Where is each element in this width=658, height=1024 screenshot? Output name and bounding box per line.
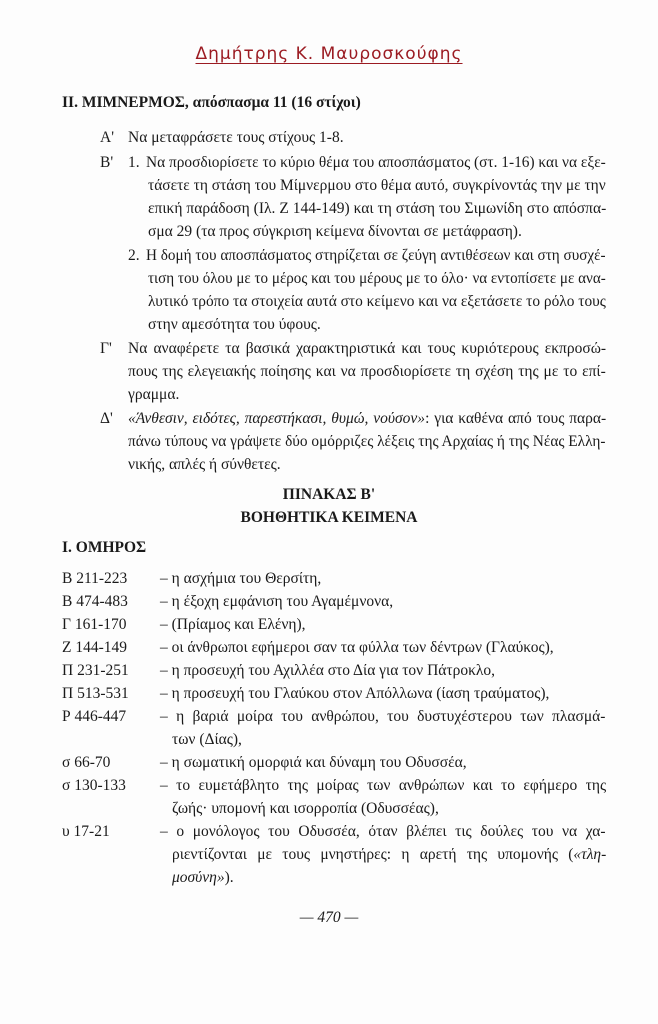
question-label: Α'	[100, 129, 114, 146]
question-b2-line: τιση του όλου με το μέρος και του μέρους με το όλο· να εντοπίσετε με ανα-	[148, 270, 606, 287]
question-label: Β'	[100, 154, 114, 171]
reference-cell: σ 130-133	[62, 777, 126, 794]
subquestion-number: 1.	[128, 154, 140, 171]
description-line: – ο μονόλογος του Οδυσσέα, όταν βλέπει τις δούλες του να χα-	[160, 823, 606, 840]
reference-cell: Π 231-251	[62, 662, 129, 679]
author-name: Δημήτρης Κ. Μαυροσκούφης	[195, 44, 463, 64]
reference-cell: Ζ 144-149	[62, 639, 128, 656]
question-d-text: : για καθένα από τους παρα-	[425, 410, 607, 427]
question-d-line: πάνω τύπους να γράψετε δύο ομόρριζες λέξεις της Αρχαίας ή της Νέας Ελλη-	[128, 433, 606, 450]
question-d-line	[128, 409, 606, 429]
description-line: – η προσευχή του Γλαύκου στον Απόλλωνα (ίαση τραύματος),	[160, 685, 550, 702]
question-b2-line: στην αμεσότητα του ύφους.	[148, 316, 321, 333]
question-b1-line: επική παράδοση (Ιλ. Ζ 144-149) και τη στάση του Σιμωνίδη στο απόσπα-	[148, 200, 607, 217]
question-b2-line: Η δομή του αποσπάσματος στηρίζεται σε ζεύγη αντιθέσεων και στη συσχέ-	[146, 247, 606, 264]
page-number: — 470 —	[299, 909, 359, 926]
question-b2-line: λυτικό τρόπο τα στοιχεία αυτά στο κείμενο και να εξετάσετε το ρόλο τους	[148, 293, 606, 310]
reference-cell: υ 17-21	[62, 823, 110, 840]
subsection-title: Ι. ΟΜΗΡΟΣ	[62, 539, 147, 556]
description-line: – η προσευχή του Αχιλλέα στο Δία για τον Πάτροκλο,	[160, 662, 496, 679]
reference-cell: Β 474-483	[62, 593, 128, 610]
question-c-line: πους της ελεγειακής ποίησης και να προσδιορίσετε τη σχέση της με το επί-	[128, 363, 606, 380]
description-line: – η βαριά μοίρα του ανθρώπου, του δυστυχέστερου των πλασμά-	[160, 708, 606, 725]
description-text-italic: μοσύνη»	[172, 869, 225, 886]
description-text: ριεντίζονται με τους μνηστήρες: η αρετή της υπομονής (	[172, 846, 574, 863]
reference-cell: Ρ 446-447	[62, 708, 127, 725]
subquestion-number: 2.	[128, 247, 140, 264]
description-line: των (Δίας),	[172, 731, 242, 748]
description-text: ).	[224, 869, 234, 886]
description-line: – η σωματική ομορφιά και δύναμη του Οδυσσέα,	[160, 754, 467, 771]
table-title: ΠΙΝΑΚΑΣ Β'	[282, 486, 376, 503]
question-a-line: Να μεταφράσετε τους στίχους 1-8.	[128, 129, 344, 146]
question-c-line: Να αναφέρετε τα βασικά χαρακτηριστικά και τους κυριότερους εκπροσώ-	[128, 340, 607, 357]
question-label: Δ'	[100, 410, 113, 427]
reference-cell: Π 513-531	[62, 685, 129, 702]
description-line: – το ευμετάβλητο της μοίρας των ανθρώπων και το εφήμερο της	[160, 777, 607, 794]
section-title: II. ΜΙΜΝΕΡΜΟΣ, απόσπασμα 11 (16 στίχοι)	[62, 94, 361, 111]
italic-word-list: «Άνθεσιν, ειδότες, παρεστήκασι, θυμώ, νούσον»	[128, 410, 426, 427]
question-b1-line: τάσετε τη στάση του Μίμνερμου στο θέμα αυτό, συγκρίνοντάς την με την	[148, 177, 606, 194]
description-line: – (Πρίαμος και Ελένη),	[160, 616, 306, 633]
description-line	[172, 845, 606, 865]
description-line: ζωής· υπομονή και ισορροπία (Οδυσσέας),	[172, 800, 439, 817]
description-line: – οι άνθρωποι εφήμεροι σαν τα φύλλα των δέντρων (Γλαύκος),	[160, 639, 554, 656]
question-d-line: νικής, απλές ή σύνθετες.	[128, 456, 281, 473]
table-subtitle: ΒΟΗΘΗΤΙΚΑ ΚΕΙΜΕΝΑ	[240, 509, 418, 526]
question-b1-line: σμα 29 (τα προς σύγκριση κείμενα δίνονται σε μετάφραση).	[148, 223, 522, 240]
reference-cell: Β 211-223	[62, 570, 128, 587]
description-line: – η ασχήμια του Θερσίτη,	[160, 570, 322, 587]
description-line	[172, 868, 234, 888]
question-c-line: γραμμα.	[128, 386, 180, 403]
description-line: – η έξοχη εμφάνιση του Αγαμέμνονα,	[160, 593, 394, 610]
description-text-italic: «τλη-	[573, 846, 607, 863]
reference-cell: σ 66-70	[62, 754, 111, 771]
reference-cell: Γ 161-170	[62, 616, 127, 633]
question-b1-line: Να προσδιορίσετε το κύριο θέμα του αποσπάσματος (στ. 1-16) και να εξε-	[146, 154, 606, 171]
running-header	[0, 44, 658, 64]
question-label: Γ'	[100, 340, 112, 357]
